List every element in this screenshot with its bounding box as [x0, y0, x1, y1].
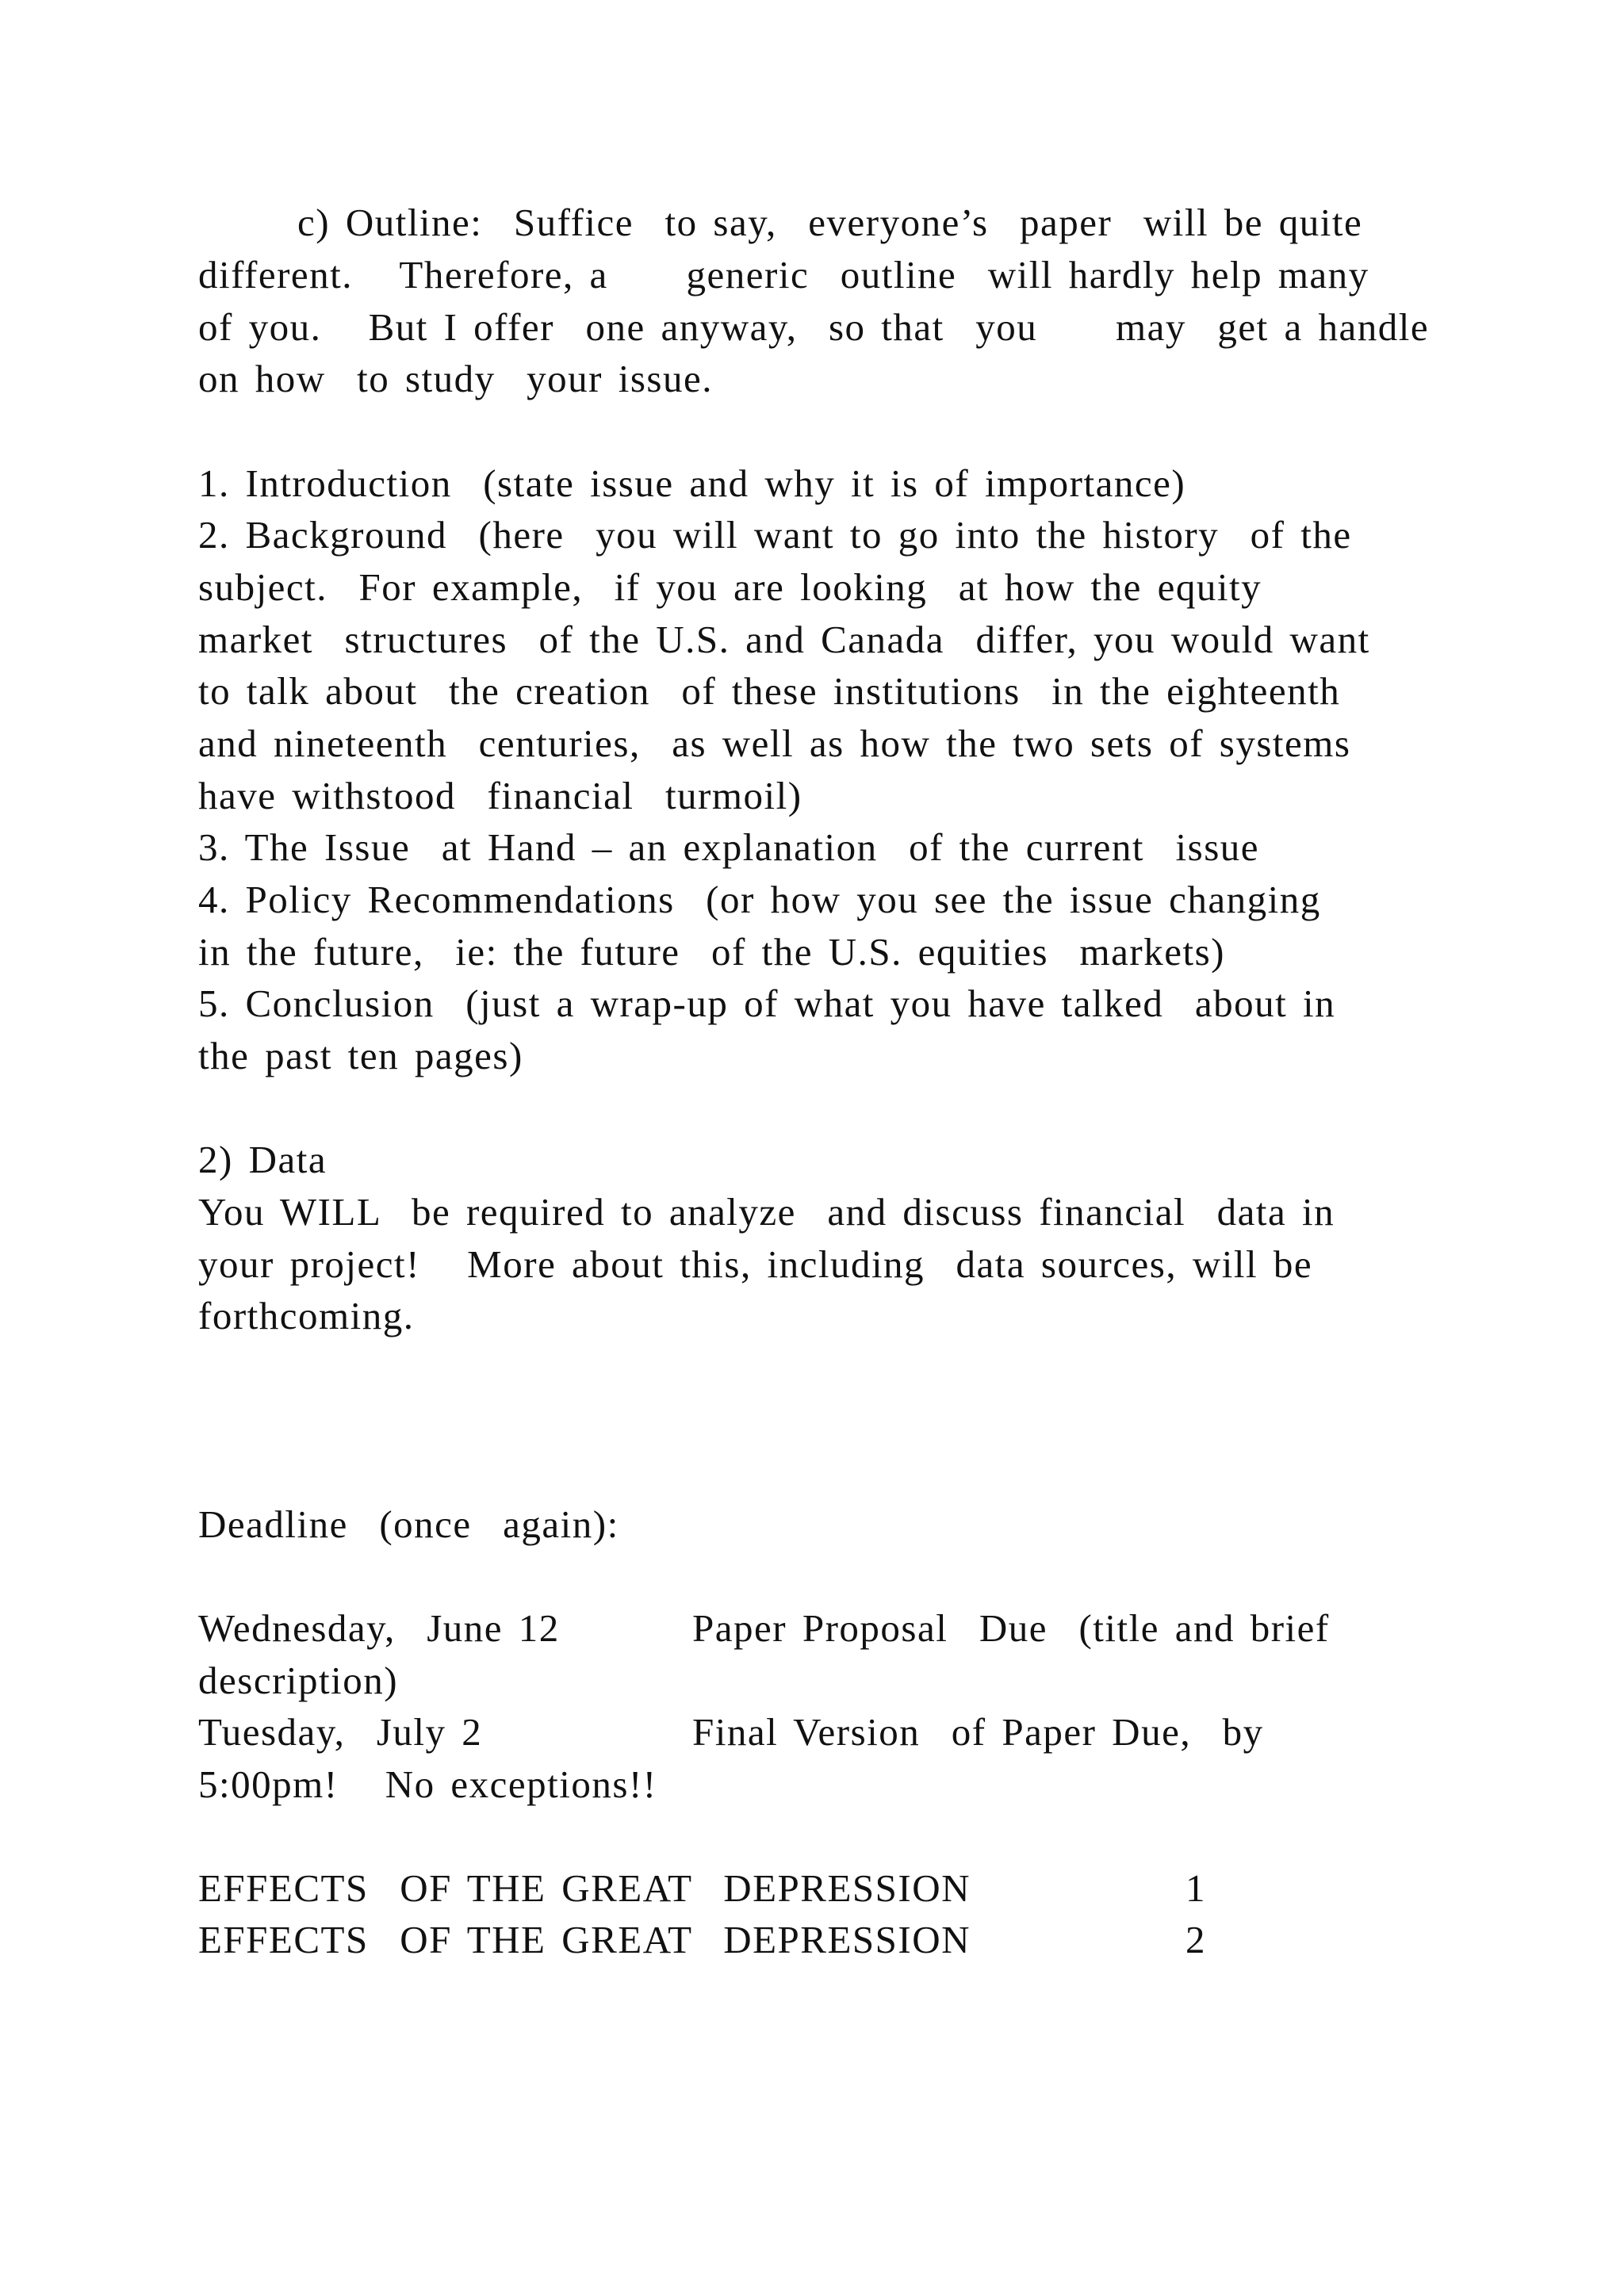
- outline-intro-line: different. Therefore, a generic outline will hardly help many: [198, 253, 1369, 297]
- data-section-line: You WILL be required to analyze and discuss financial data in: [198, 1190, 1335, 1234]
- data-section-heading: 2) Data: [198, 1138, 327, 1181]
- outline-item-line: the past ten pages): [198, 1034, 523, 1077]
- outline-item-line: 5. Conclusion (just a wrap-up of what you have talked about in: [198, 982, 1336, 1025]
- outline-item-line: 1. Introduction (state issue and why it is of importance): [198, 461, 1186, 505]
- deadline-date: Wednesday, June 12: [198, 1606, 560, 1650]
- running-head-title: EFFECTS OF THE GREAT DEPRESSION: [198, 1918, 971, 1961]
- outline-item-line: to talk about the creation of these institutions in the eighteenth: [198, 669, 1341, 713]
- outline-intro-line: c) Outline: Suffice to say, everyone’s paper will be quite: [297, 201, 1363, 244]
- outline-item-line: subject. For example, if you are looking at how the equity: [198, 565, 1262, 609]
- outline-item-line: have withstood financial turmoil): [198, 774, 802, 817]
- running-head-page-number: 1: [1185, 1866, 1206, 1910]
- outline-item-line: 2. Background (here you will want to go into the history of the: [198, 513, 1352, 557]
- outline-item-line: 4. Policy Recommendations (or how you see the issue changing: [198, 878, 1321, 921]
- deadline-description-continued: description): [198, 1659, 399, 1702]
- deadline-description: Final Version of Paper Due, by: [692, 1710, 1264, 1754]
- outline-intro-line: of you. But I offer one anyway, so that you may get a handle: [198, 305, 1430, 349]
- outline-item-line: 3. The Issue at Hand – an explanation of the current issue: [198, 825, 1260, 869]
- deadline-description-continued: 5:00pm! No exceptions!!: [198, 1762, 657, 1806]
- outline-item-line: in the future, ie: the future of the U.S. equities markets): [198, 930, 1225, 974]
- deadline-description: Paper Proposal Due (title and brief: [692, 1606, 1330, 1650]
- data-section-line: your project! More about this, including data sources, will be: [198, 1242, 1313, 1286]
- running-head-page-number: 2: [1185, 1918, 1206, 1961]
- deadline-heading: Deadline (once again):: [198, 1502, 619, 1546]
- outline-item-line: market structures of the U.S. and Canada differ, you would want: [198, 618, 1370, 661]
- data-section-line: forthcoming.: [198, 1294, 415, 1337]
- running-head-title: EFFECTS OF THE GREAT DEPRESSION: [198, 1866, 971, 1910]
- outline-intro-line: on how to study your issue.: [198, 357, 713, 400]
- deadline-date: Tuesday, July 2: [198, 1710, 483, 1754]
- outline-item-line: and nineteenth centuries, as well as how the two sets of systems: [198, 721, 1351, 765]
